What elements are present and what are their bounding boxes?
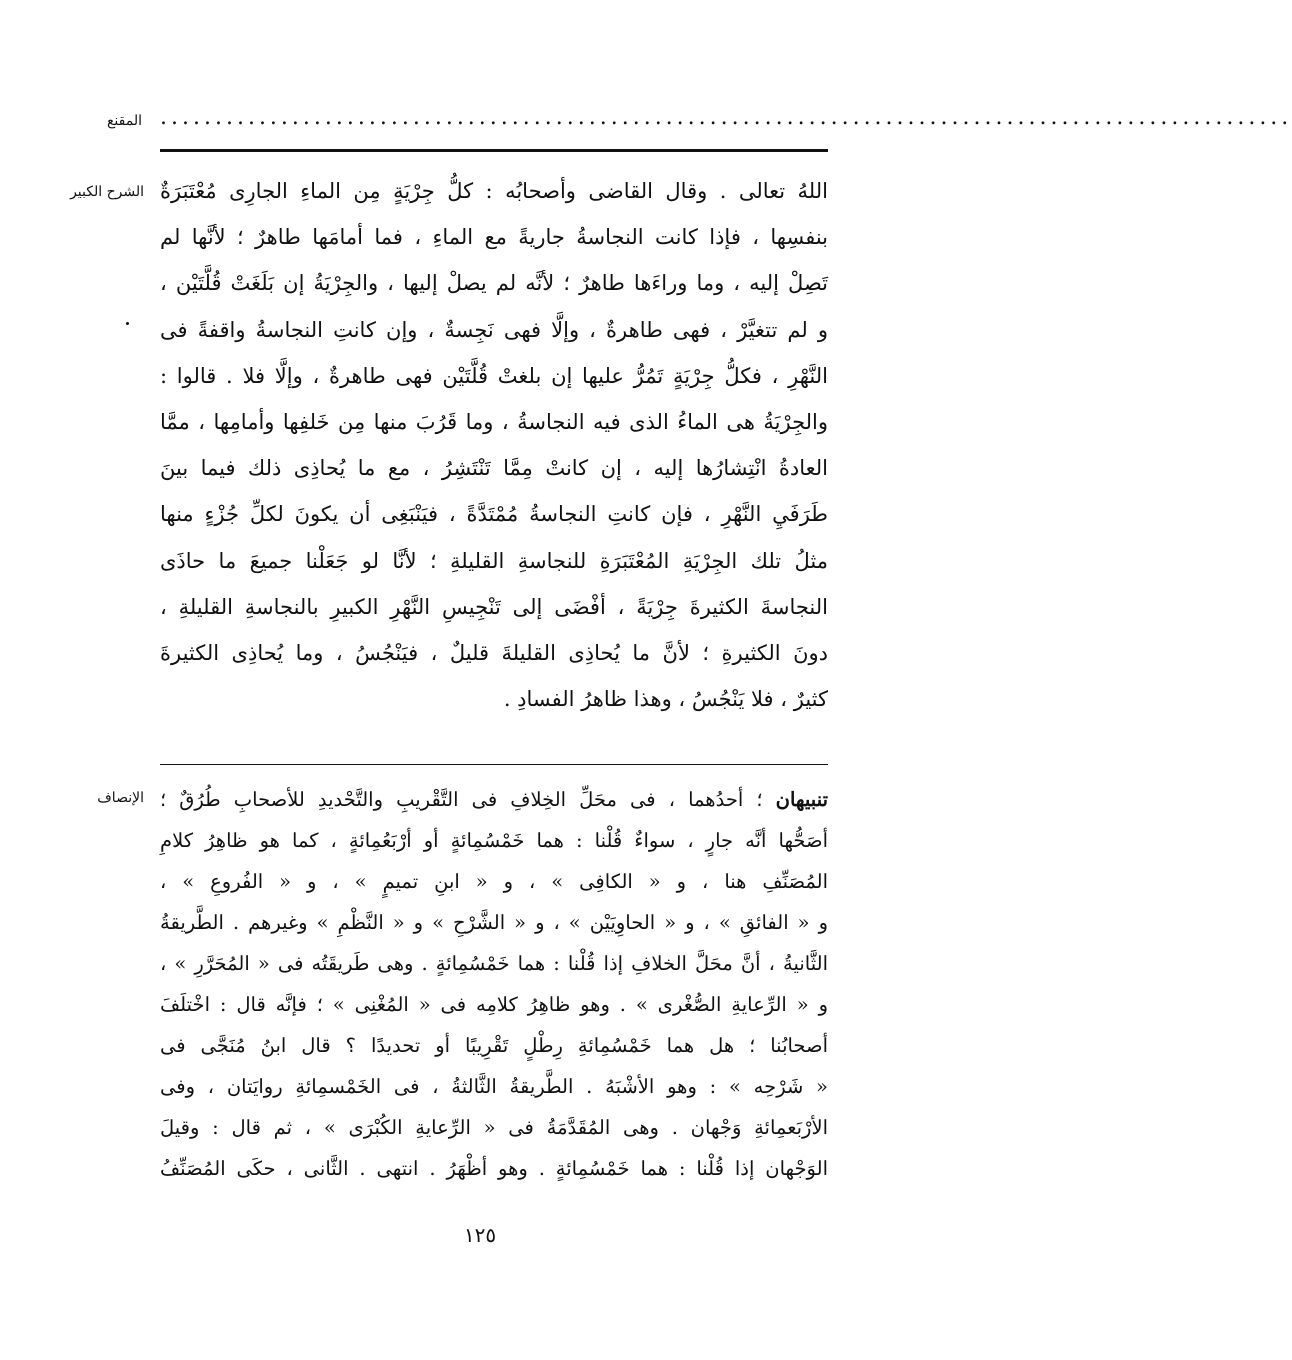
insaf-label: الإنصاف xyxy=(97,790,144,806)
insaf-line-first xyxy=(160,779,828,820)
main-line: اللهُ تعالى . وقال القاضى وأصحابُه : كلُّ جِرْيَةٍ مِن الماءِ الجارِى مُعْتَبَرَةٌ xyxy=(160,179,828,203)
main-text-block xyxy=(160,168,828,722)
lead-word-tanbihan: تنبيهان xyxy=(775,788,829,811)
main-line: كثيرٌ ، فلا يَنْجُسُ ، وهذا ظاهرُ الفسادِ . xyxy=(503,687,828,712)
main-line: والجِرْيَةُ هى الماءُ الذى فيه النجاسةُ ، وما قَرُبَ منها مِن خَلفِها وأمامِها ، ممَّا xyxy=(160,409,828,434)
insaf-line: المُصَنِّفِ هنا ، و « الكافِى » ، و « ابنِ تميمٍ » ، و « الفُروعِ » ، xyxy=(160,870,828,893)
main-line: مثلُ تلك الجِرْيَةِ المُعْتَبَرَةِ للنجاسةِ القليلةِ ؛ لأنَّا لو جَعَلْنا جميعَ ما حاذَى xyxy=(160,548,828,573)
main-line: و لم تتغيَّرْ ، فهى طاهرةٌ ، وإلَّا فهى نَجِسةٌ ، وإن كانتِ النجاسةُ واقفةً فى xyxy=(160,317,828,342)
section-divider-rule xyxy=(160,764,828,765)
insaf-line: الوَجْهان إذا قُلْنا : هما خَمْسُمِائةٍ . وهو أظْهَرُ . انتهى . الثَّانى ، حكَى المُصَنِّفُ xyxy=(160,1157,828,1180)
main-line: دونَ الكثيرةِ ؛ لأنَّ ما يُحاذِى القليلةَ قليلٌ ، فيَنْجُسُ ، وما يُحاذِى الكثيرةَ xyxy=(160,640,828,665)
main-line: النجاسةَ الكثيرةَ جِرْيَةً ، أفْضَى إلى تَنْجِيسِ النَّهْرِ الكبيرِ بالنجاسةِ القليلةِ ، xyxy=(160,594,828,619)
main-line: تَصِلْ إليه ، وما وراءَها طاهرٌ ؛ لأنَّه لم يصلْ إليها ، والجِرْيَةُ إن بَلَغَتْ قُلَّتَيْن ، xyxy=(160,271,828,296)
insaf-line: أصحابُنا ؛ هل هما خَمْسُمِائةِ رِطْلٍ تَقْرِيبًا أو تحديدًا ؟ قال ابنُ مُنَجَّى فى xyxy=(160,1034,828,1057)
main-line: بنفسِها ، فإذا كانت النجاسةُ جاريةً مع الماءِ ، فما أمامَها طاهرٌ ؛ لأنَّها لم xyxy=(160,225,828,250)
insaf-line: و « الرِّعايةِ الصُّغْرى » . وهو ظاهِرُ كلامِه فى « المُغْنِى » ؛ فإنَّه قال : اخْتلَفَ xyxy=(160,993,828,1016)
insaf-line: أصَحُّها أنَّه جارٍ ، سواءٌ قُلْنا : هما خَمْسُمِائةٍ أو أرْبَعُمِائةٍ ، كما هو ظاهِرُ كلامِ xyxy=(160,829,828,852)
main-line: طَرَفَيِ النَّهْرِ ، فإن كانتِ النجاسةُ مُمْتَدَّةً ، فيَنْبَغِى أن يكونَ لكلِّ جُزْءٍ منها xyxy=(160,502,828,527)
main-line: العادةُ انْتِشارُها إليه ، إن كانتْ مِمَّا تَنْتَشِرُ ، مع ما يُحاذِى ذلك فيما بينَ xyxy=(160,456,828,481)
sharh-kabir-label: الشرح الكبير xyxy=(70,184,144,200)
insaf-line-first-text: ؛ أحدُهما ، فى محَلِّ الخِلافِ فى التَّقْريبِ والتَّحْديدِ للأصحابِ طُرُقٌ ؛ xyxy=(160,788,763,811)
page-header-title: المقنع xyxy=(106,113,142,129)
insaf-line: الثَّانيةُ ، أنَّ محَلَّ الخلافِ إذا قُلْنا : هما خَمْسُمِائةٍ . وهى طَريقَتُه فى « المُحَرَّرِ » ، xyxy=(160,952,828,975)
insaf-line: « شَرْحِه » : وهو الأشْبَهُ . الطَّريقةُ الثَّالثةُ ، فى الخَمْسمِائةِ روايَتان ، وفى xyxy=(160,1075,828,1098)
page-number: ١٢٥ xyxy=(463,1223,497,1247)
margin-stray-dot xyxy=(126,322,129,325)
main-line: النَّهْرِ ، فكلُّ جِرْيَةٍ تَمُرُّ عليها إن بلغتْ قُلَّتَيْن فهى طاهرةٌ ، وإلَّا فلا . قالوا : xyxy=(160,363,828,388)
insaf-line: و « الفائقِ » ، و « الحاوِيَيْن » ، و « الشَّرْحِ » و « النَّظْمِ » وغيرهم . الطَّريقةُ xyxy=(160,911,828,934)
header-dotted-separator: ....................................................................................................... xyxy=(160,105,1292,130)
header-thick-rule xyxy=(160,149,828,152)
insaf-line: الأرْبَعمِائةِ وَجْهان . وهى المُقَدَّمَةُ فى « الرِّعايةِ الكُبْرَى » ، ثم قال : وقيلَ xyxy=(160,1116,828,1139)
insaf-text-block xyxy=(160,779,828,1189)
